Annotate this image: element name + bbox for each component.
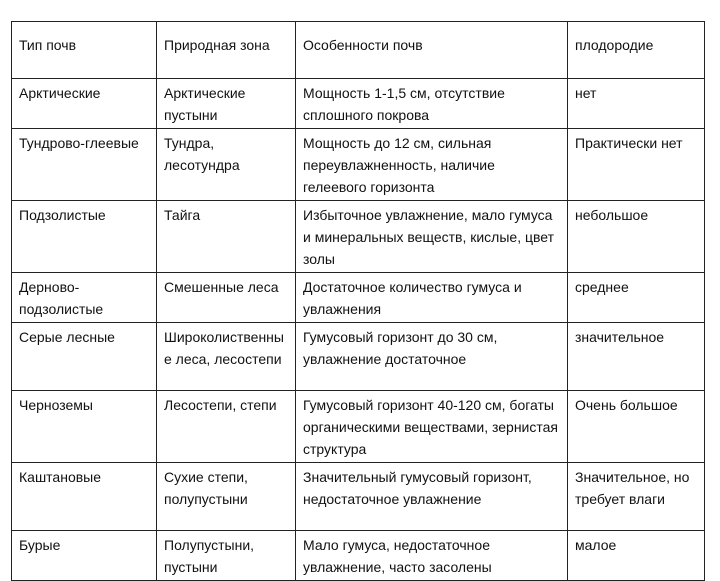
cell-fertility: Значительное, но требует влаги	[568, 463, 705, 531]
table-row	[12, 391, 705, 463]
cell-natural-zone: Полупустыни, пустыни	[157, 531, 296, 581]
table-header-row	[12, 22, 705, 79]
cell-natural-zone: Арктические пустыни	[157, 79, 296, 129]
cell-soil-type: Арктические	[12, 79, 157, 129]
table-row	[12, 323, 705, 391]
table-row	[12, 463, 705, 531]
cell-soil-type: Подзолистые	[12, 201, 157, 273]
cell-fertility: среднее	[568, 273, 705, 323]
table-row	[12, 273, 705, 323]
table	[11, 21, 705, 581]
cell-natural-zone: Смешенные леса	[157, 273, 296, 323]
cell-soil-type: Тундрово-глеевые	[12, 129, 157, 201]
cell-fertility: Очень большое	[568, 391, 705, 463]
cell-natural-zone: Тундра, лесотундра	[157, 129, 296, 201]
cell-fertility: малое	[568, 531, 705, 581]
cell-soil-features: Гумусовый горизонт до 30 см, увлажнение достаточное	[296, 323, 568, 391]
cell-soil-type: Бурые	[12, 531, 157, 581]
cell-soil-features: Мало гумуса, недостаточное увлажнение, часто засолены	[296, 531, 568, 581]
header-soil-features: Особенности почв	[296, 22, 568, 79]
cell-fertility: значительное	[568, 323, 705, 391]
cell-fertility: нет	[568, 79, 705, 129]
cell-soil-type: Каштановые	[12, 463, 157, 531]
cell-soil-features: Гумусовый горизонт 40-120 см, богаты органическими веществами, зернистая структура	[296, 391, 568, 463]
table-row	[12, 201, 705, 273]
cell-fertility: небольшое	[568, 201, 705, 273]
table-row	[12, 531, 705, 581]
cell-soil-features: Избыточное увлажнение, мало гумуса и минеральных веществ, кислые, цвет золы	[296, 201, 568, 273]
cell-natural-zone: Лесостепи, степи	[157, 391, 296, 463]
cell-fertility: Практически нет	[568, 129, 705, 201]
cell-soil-type: Черноземы	[12, 391, 157, 463]
cell-soil-features: Мощность до 12 см, сильная переувлажненность, наличие гелеевого горизонта	[296, 129, 568, 201]
cell-soil-features: Достаточное количество гумуса и увлажнения	[296, 273, 568, 323]
cell-natural-zone: Широколиственные леса, лесостепи	[157, 323, 296, 391]
table-row	[12, 129, 705, 201]
header-natural-zone: Природная зона	[157, 22, 296, 79]
cell-soil-type: Дерново-подзолистые	[12, 273, 157, 323]
header-fertility: плодородие	[568, 22, 705, 79]
cell-natural-zone: Сухие степи, полупустыни	[157, 463, 296, 531]
soil-types-table	[11, 21, 704, 581]
cell-soil-features: Мощность 1-1,5 см, отсутствие сплошного покрова	[296, 79, 568, 129]
cell-natural-zone: Тайга	[157, 201, 296, 273]
cell-soil-type: Серые лесные	[12, 323, 157, 391]
cell-soil-features: Значительный гумусовый горизонт, недостаточное увлажнение	[296, 463, 568, 531]
header-soil-type: Тип почв	[12, 22, 157, 79]
table-row	[12, 79, 705, 129]
